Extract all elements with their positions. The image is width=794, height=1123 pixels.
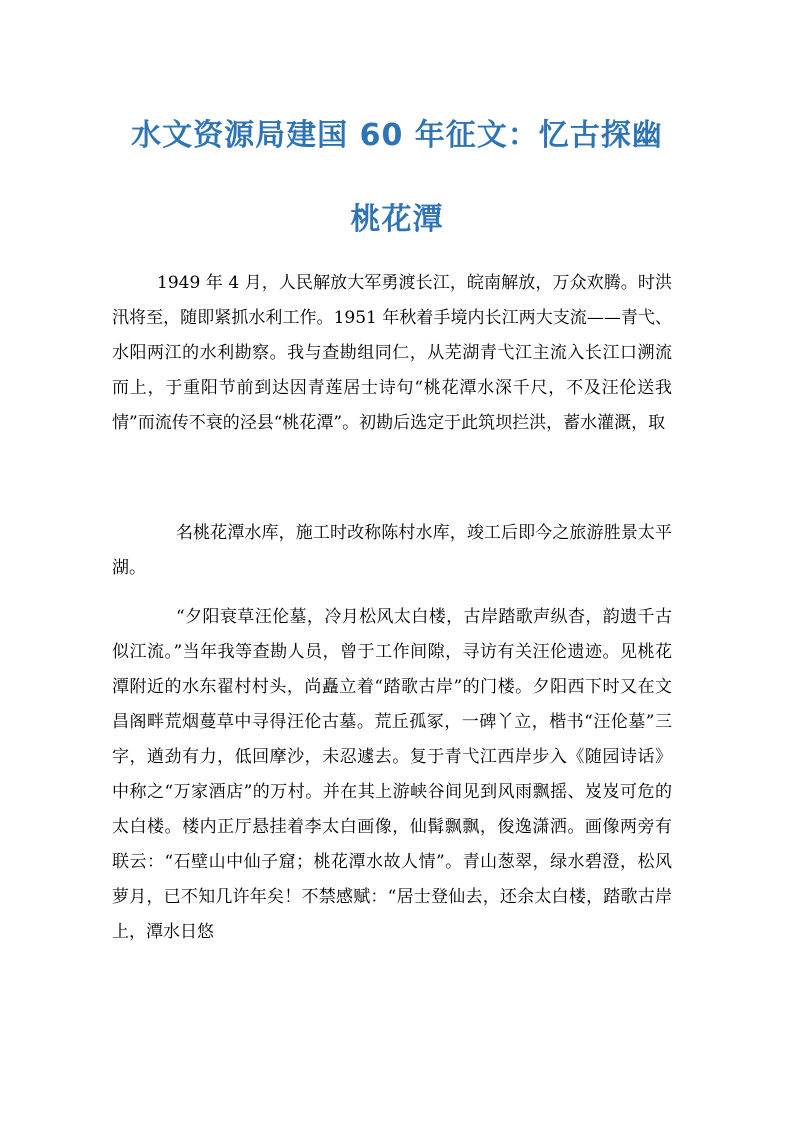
document-title-line-2: 桃花潭 xyxy=(350,202,444,237)
paragraph-1: 1949 年 4 月，人民解放大军勇渡长江，皖南解放，万众欢腾。时洪汛将至，随即紧抓水利工作。1951 年秋着手境内长江两大支流——青弋、水阳两江的水利勘察。我与查勘组同仁，从芜湖青弋江主流入长江口溯流而上，于重阳节前到达因青莲居士诗句“桃花潭水深千尺，不及汪伦送我情”而流传不衰的泾县“桃花潭”。初勘后选定于此筑坝拦洪，蓄水灌溉，取 xyxy=(112,273,672,433)
paragraph-3: “夕阳衰草汪伦墓，冷月松风太白楼，古岸踏歌声纵杳，韵遗千古似江流。”当年我等查勘人员，曾于工作间隙，寻访有关汪伦遗迹。见桃花潭附近的水东翟村村头，尚矗立着“踏歌古岸”的门楼。夕阳西下时又在文昌阁畔荒烟蔓草中寻得汪伦古墓。荒丘孤冢，一碑丫立，楷书“汪伦墓”三字，遒劲有力，低回摩沙，未忍遽去。复于青弋江西岸步入《随园诗话》中称之“万家酒店”的万村。并在其上游峡谷间见到风雨飘摇、岌岌可危的太白楼。楼内正厅悬挂着李太白画像，仙髯飘飘，俊逸潇洒。画像两旁有联云：“石壁山中仙子窟；桃花潭水故人情”。青山葱翠，绿水碧澄，松风萝月，已不知几许年矣！不禁感赋：“居士登仙去，还余太白楼，踏歌古岸上，潭水日悠 xyxy=(112,607,672,942)
paragraph-2: 名桃花潭水库，施工时改称陈村水库，竣工后即今之旅游胜景太平湖。 xyxy=(112,523,672,578)
document-title-line-1: 水文资源局建国 60 年征文：忆古探幽 xyxy=(131,118,663,153)
